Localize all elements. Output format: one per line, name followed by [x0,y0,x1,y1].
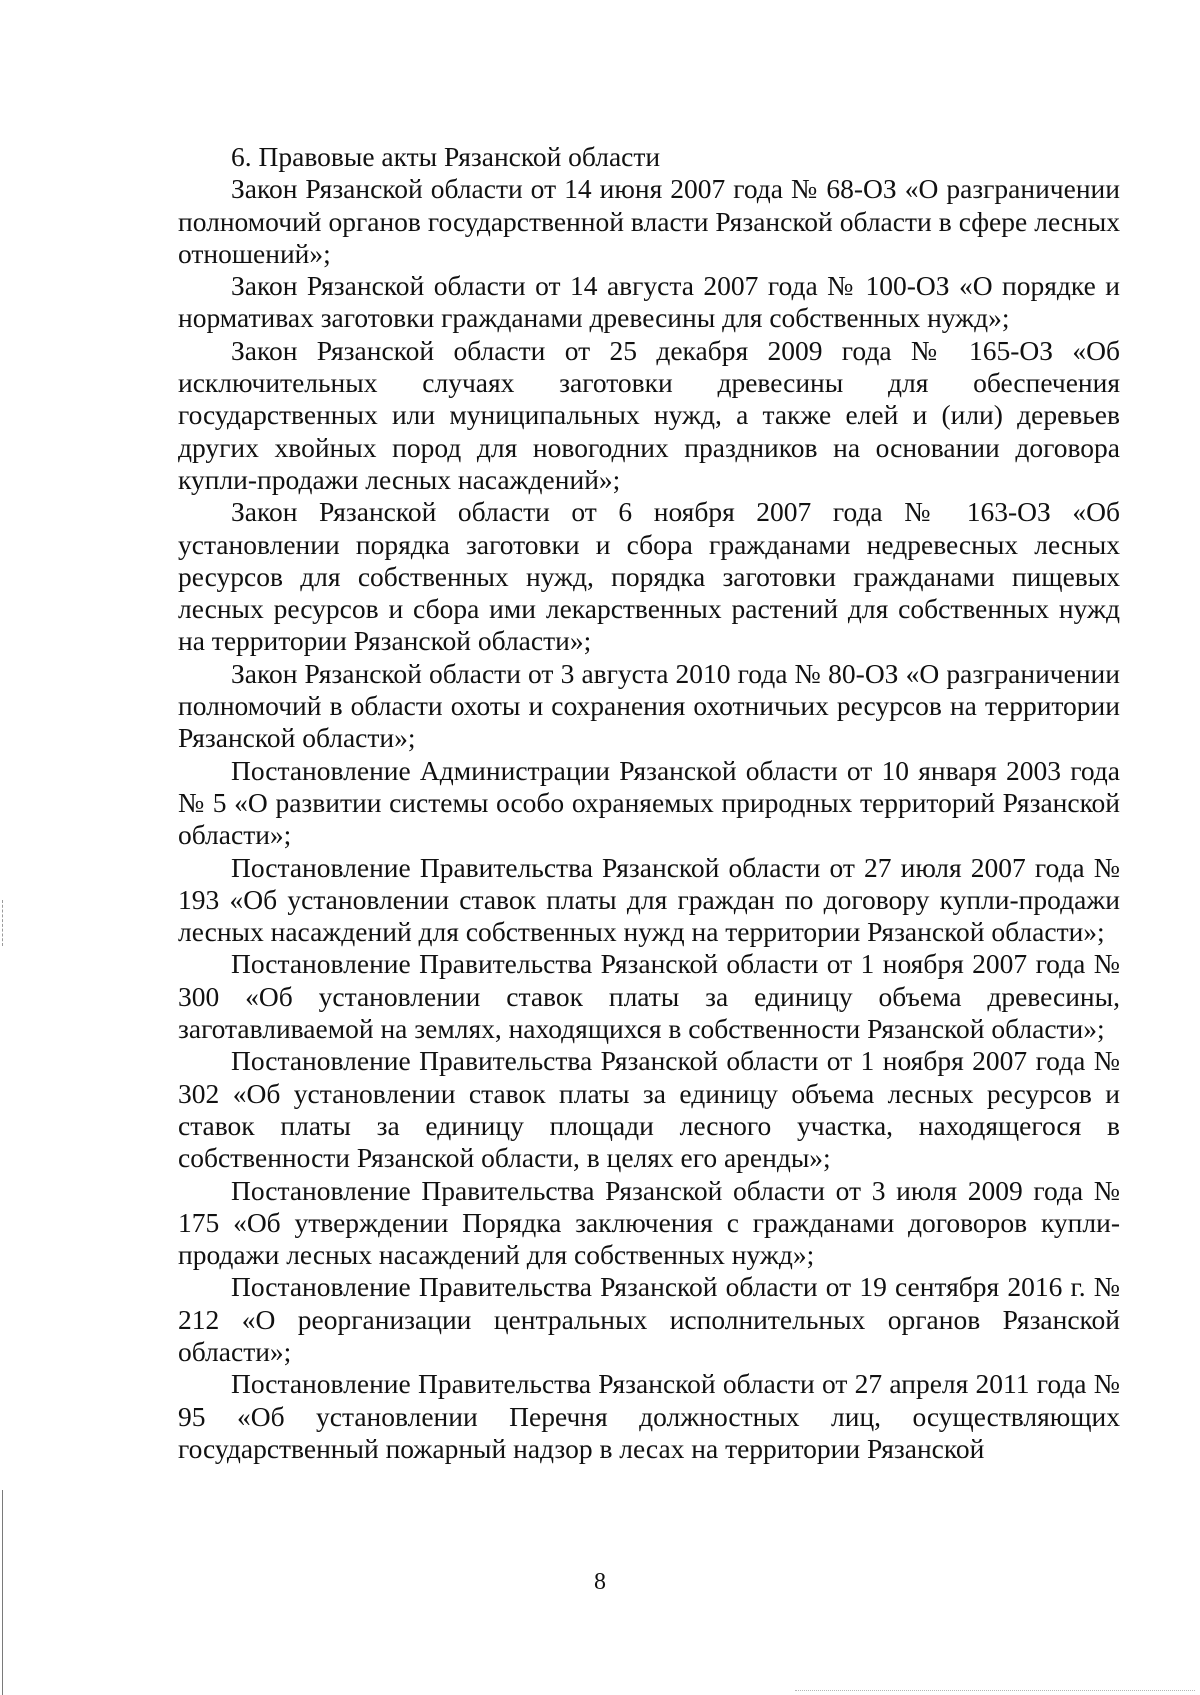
law-paragraph: Закон Рязанской области от 14 августа 2007 года № 100-ОЗ «О порядке и нормативах заготовки гражданами древесины для собственных нужд»; [178,270,1120,334]
section-title: 6. Правовые акты Рязанской области [231,141,661,172]
law-paragraph: Закон Рязанской области от 25 декабря 2009 года № 165-ОЗ «Об исключительных случаях заготовки древесины для обеспечения государственных или муниципальных нужд, а также елей и (или) деревьев других хвойных пород для новогодних праздников на основании договора купли-продажи лесных насаждений»; [178,334,1120,495]
resolution-paragraph: Постановление Правительства Рязанской области от 1 ноября 2007 года № 300 «Об установлении ставок платы за единицу объема древесины, заготавливаемой на землях, находящихся в собственности Рязанской области»; [178,948,1120,1045]
resolution-paragraph: Постановление Правительства Рязанской области от 19 сентября 2016 г. № 212 «О реорганизации центральных исполнительных органов Рязанской области»; [178,1271,1120,1367]
scan-artifact-bottom-edge [795,1690,1195,1692]
scan-artifact-left-mark [2,900,4,946]
law-paragraph: Закон Рязанской области от 14 июня 2007 года № 68-ОЗ «О разграничении полномочий органов государственной власти Рязанской области в сфере лесных отношений»; [178,173,1120,269]
law-paragraph: Закон Рязанской области от 3 августа 2010 года № 80-ОЗ «О разграничении полномочий в области охоты и сохранения охотничьих ресурсов на территории Рязанской области»; [178,657,1120,754]
resolution-paragraph: Постановление Правительства Рязанской области от 27 апреля 2011 года № 95 «Об установлении Перечня должностных лиц, осуществляющих государственный пожарный надзор в лесах на территории Рязанской [178,1368,1120,1464]
document-body [178,141,1120,1465]
resolution-paragraph: Постановление Правительства Рязанской области от 1 ноября 2007 года № 302 «Об установлении ставок платы за единицу объема лесных ресурсов и ставок платы за единицу площади лесного участка, находящегося в собственности Рязанской области, в целях его аренды»; [178,1045,1120,1174]
page-number: 8 [594,1569,606,1595]
resolution-paragraph: Постановление Правительства Рязанской области от 3 июля 2009 года № 175 «Об утверждении Порядка заключения с гражданами договоров купли-продажи лесных насаждений для собственных нужд»; [178,1174,1120,1271]
resolution-paragraph: Постановление Администрации Рязанской области от 10 января 2003 года № 5 «О развитии системы особо охраняемых природных территорий Рязанской области»; [178,754,1120,851]
resolution-paragraph: Постановление Правительства Рязанской области от 27 июля 2007 года № 193 «Об установлении ставок платы для граждан по договору купли-продажи лесных насаждений для собственных нужд на территории Рязанской области»; [178,851,1120,948]
law-paragraph: Закон Рязанской области от 6 ноября 2007 года № 163-ОЗ «Об установлении порядка заготовки и сбора гражданами недревесных лесных ресурсов для собственных нужд, порядка заготовки гражданами пищевых лесных ресурсов и сбора ими лекарственных растений для собственных нужд на территории Рязанской области»; [178,496,1120,657]
